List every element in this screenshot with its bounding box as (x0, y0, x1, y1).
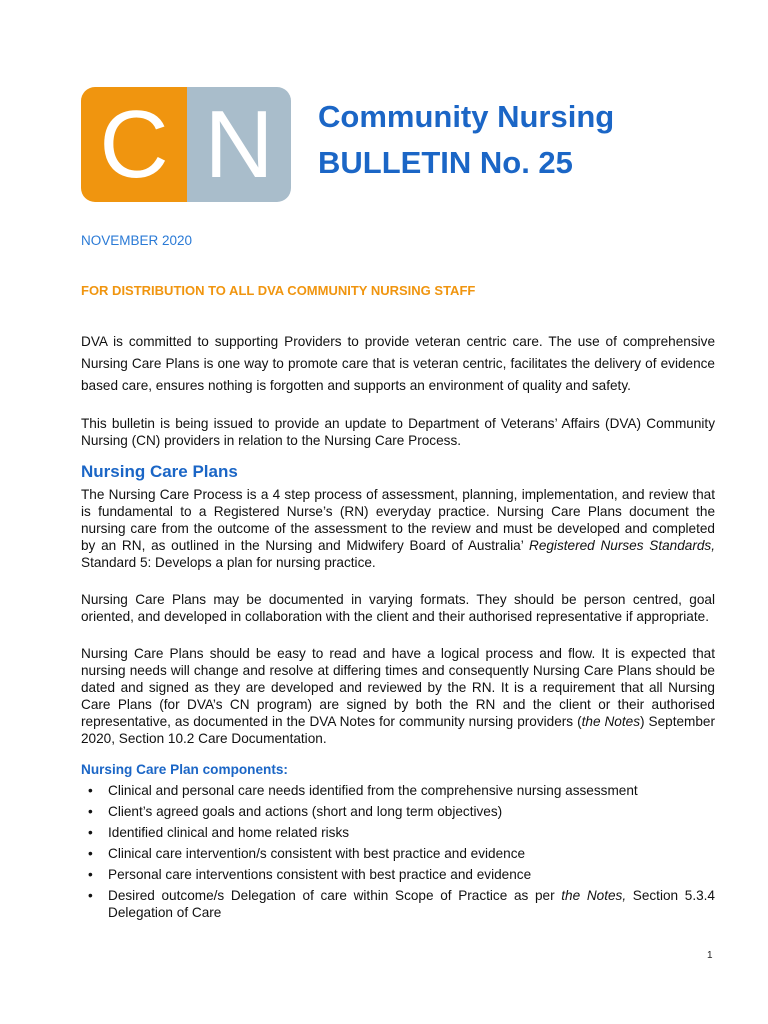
standards-title: Registered Nurses Standards, (529, 538, 715, 553)
bullet-glyph: • (88, 888, 93, 903)
the-notes-ref: the Notes (581, 714, 640, 729)
formats-paragraph: Nursing Care Plans may be documented in varying formats. They should be person centred, goal oriented, and developed in collaboration with the client and their authorised representative if appropriate. (81, 592, 715, 624)
list-item-text: Clinical care intervention/s consistent with best practice and evidence (108, 846, 526, 861)
signing-paragraph (81, 645, 715, 747)
list-item (81, 782, 715, 799)
bulletin-title (318, 98, 614, 182)
standard-5-text: Standard 5: Develops a plan for nursing practice. (81, 555, 376, 570)
intro-paragraph-1: DVA is committed to supporting Providers to provide veteran centric care. The use of comprehensive Nursing Care Plans is one way to promote care that is veteran centric, facilitates the delivery of evidence based care, ensures nothing is forgotten and supports an environment of quality and safety. (81, 334, 715, 393)
components-heading: Nursing Care Plan components: (81, 762, 288, 777)
bullet-glyph: • (88, 804, 93, 819)
title-line-2: BULLETIN No. 25 (318, 145, 573, 180)
list-item-text: Personal care interventions consistent with best practice and evidence (108, 867, 532, 882)
care-process-paragraph (81, 486, 715, 571)
list-item-text-end: Section 5.3.4 Delegation of Care (108, 888, 715, 920)
bullet-glyph: • (88, 867, 93, 882)
bulletin-date: NOVEMBER 2020 (81, 233, 193, 248)
list-item-text: Identified clinical and home related risks (108, 825, 350, 840)
the-notes-ref: the Notes, (561, 888, 627, 903)
bullet-glyph: • (88, 825, 93, 840)
bullet-glyph: • (88, 846, 93, 861)
list-item-text: Desired outcome/s Delegation of care within Scope of Practice as per (108, 888, 562, 903)
components-list (81, 782, 715, 921)
list-item (81, 845, 715, 862)
list-item (81, 803, 715, 820)
signing-text: Nursing Care Plans should be easy to read and have a logical process and flow. It is expected that nursing needs will change and resolve at differing times and consequently Nursing Care Plans should be dated and signed as they are developed and reviewed by the RN. It is a requirement that all Nursing Care Plans (for DVA’s CN program) are signed by both the RN and the client or their authorised representative, as documented in the DVA Notes for community nursing providers ( (81, 646, 715, 729)
cn-logo (81, 87, 291, 202)
bulletin-body (81, 331, 715, 925)
logo-n-block: N (187, 87, 291, 202)
page-number: 1 (707, 950, 713, 961)
distribution-notice: FOR DISTRIBUTION TO ALL DVA COMMUNITY NURSING STAFF (81, 283, 476, 298)
list-item (81, 887, 715, 921)
care-process-text: The Nursing Care Process is a 4 step process of assessment, planning, implementation, and review that is fundamental to a Registered Nurse’s (RN) everyday practice. Nursing Care Plans document the nursing care from the outcome of the assessment to the review and must be developed and completed by an RN, as outlined in the Nursing and Midwifery Board of Australia’ (81, 487, 715, 553)
list-item (81, 866, 715, 883)
list-item-text: Clinical and personal care needs identified from the comprehensive nursing assessment (108, 783, 638, 798)
list-item (81, 824, 715, 841)
intro-paragraph-2: This bulletin is being issued to provide an update to Department of Veterans’ Affairs (DVA) Community Nursing (CN) providers in relation to the Nursing Care Process. (81, 416, 715, 448)
list-item-text: Client’s agreed goals and actions (short and long term objectives) (108, 804, 503, 819)
logo-c-block: C (81, 87, 187, 202)
title-line-1: Community Nursing (318, 99, 615, 134)
section-heading: Nursing Care Plans (81, 462, 238, 481)
signing-text-end: ) September 2020, Section 10.2 Care Documentation. (81, 714, 715, 746)
bullet-glyph: • (88, 783, 93, 798)
